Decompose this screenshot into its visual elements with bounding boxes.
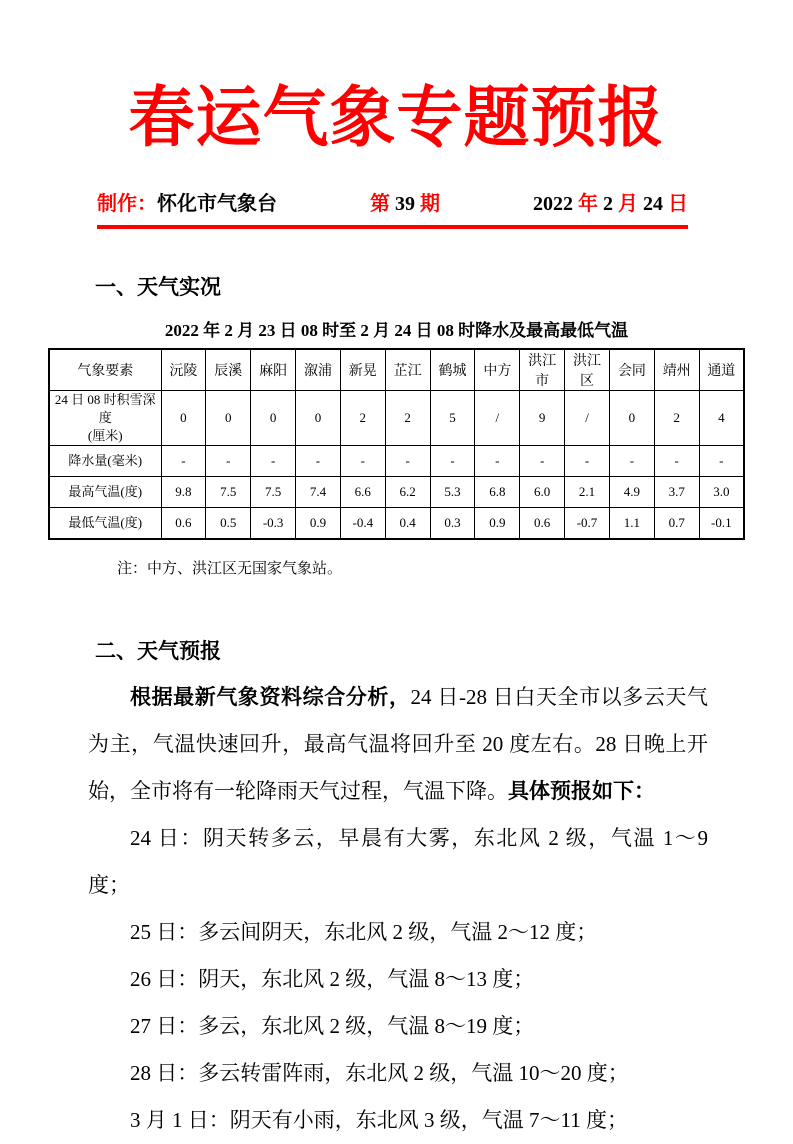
table-header-cell: 溆浦 bbox=[296, 349, 341, 391]
table-row-max-temp bbox=[49, 477, 744, 508]
table-header-cell: 洪江区 bbox=[565, 349, 610, 391]
date-month-unit: 月 bbox=[613, 192, 643, 215]
table-cell: -0.3 bbox=[251, 508, 296, 539]
table-header-cell: 辰溪 bbox=[206, 349, 251, 391]
table-cell: 0.9 bbox=[296, 508, 341, 539]
table-note: 注：中方、洪江区无国家气象站。 bbox=[117, 560, 343, 577]
section-1-heading: 一、天气实况 bbox=[95, 275, 221, 299]
issue-number: 39 bbox=[395, 192, 415, 215]
table-header-cell: 新晃 bbox=[340, 349, 385, 391]
forecast-line-day24: 24 日：阴天转多云，早晨有大雾，东北风 2 级，气温 1～9 度； bbox=[88, 825, 708, 897]
header-divider bbox=[97, 225, 688, 229]
table-cell: 7.5 bbox=[206, 477, 251, 508]
row-label: 最低气温(度) bbox=[49, 508, 161, 539]
table-cell: - bbox=[475, 446, 520, 477]
forecast-intro-tail: 具体预报如下： bbox=[508, 778, 655, 803]
table-cell: 0.4 bbox=[385, 508, 430, 539]
table-cell: - bbox=[430, 446, 475, 477]
forecast-line-day25: 25 日：多云间阴天，东北风 2 级，气温 2～12 度； bbox=[130, 919, 598, 944]
table-cell: 6.2 bbox=[385, 477, 430, 508]
table-row-precipitation bbox=[49, 446, 744, 477]
table-header-cell: 通道 bbox=[699, 349, 744, 391]
table-cell: 7.4 bbox=[296, 477, 341, 508]
table-cell: 0.3 bbox=[430, 508, 475, 539]
row-label bbox=[49, 390, 161, 446]
table-cell: 4 bbox=[699, 390, 744, 446]
forecast-line-day26: 26 日：阴天，东北风 2 级，气温 8～13 度； bbox=[130, 966, 535, 991]
table-header-cell: 会同 bbox=[609, 349, 654, 391]
table-cell: 4.9 bbox=[609, 477, 654, 508]
table-header-cell: 芷江 bbox=[385, 349, 430, 391]
table-cell: / bbox=[565, 390, 610, 446]
doc-meta-row bbox=[97, 187, 688, 216]
date-month: 2 bbox=[603, 192, 613, 215]
table-cell: 0 bbox=[296, 390, 341, 446]
table-cell: 0.7 bbox=[654, 508, 699, 539]
row-label-line2: (厘米) bbox=[87, 427, 123, 443]
issue-prefix: 第 bbox=[370, 192, 395, 215]
table-cell: - bbox=[609, 446, 654, 477]
date-year-unit: 年 bbox=[573, 192, 603, 215]
date-year: 2022 bbox=[533, 192, 573, 215]
table-cell: 0 bbox=[251, 390, 296, 446]
table-cell: 0 bbox=[161, 390, 206, 446]
issue-date bbox=[533, 187, 688, 216]
forecast-intro-text: 24 日-28 日白天全市以多云天气为主，气温快速回升，最高气温将回升至 20 度左右。28 日晚上开始，全市将有一轮降雨天气过程，气温下降。 bbox=[88, 684, 708, 803]
table-cell: -0.7 bbox=[565, 508, 610, 539]
forecast-intro bbox=[88, 674, 708, 815]
table-cell: - bbox=[520, 446, 565, 477]
table-cell: - bbox=[385, 446, 430, 477]
forecast-line-mar1: 3 月 1 日：阴天有小雨，东北风 3 级，气温 7～11 度； bbox=[130, 1107, 628, 1132]
table-cell: 9.8 bbox=[161, 477, 206, 508]
table-cell: 3.7 bbox=[654, 477, 699, 508]
forecast-body bbox=[88, 674, 708, 1144]
table-cell: 2.1 bbox=[565, 477, 610, 508]
table-header-cell: 沅陵 bbox=[161, 349, 206, 391]
table-cell: - bbox=[206, 446, 251, 477]
table-cell: - bbox=[251, 446, 296, 477]
producer-label: 制作： bbox=[97, 192, 157, 215]
table-cell: -0.4 bbox=[340, 508, 385, 539]
table-cell: 5.3 bbox=[430, 477, 475, 508]
producer-name: 怀化市气象台 bbox=[157, 192, 277, 215]
table-cell: 5 bbox=[430, 390, 475, 446]
table-cell: 2 bbox=[340, 390, 385, 446]
producer bbox=[97, 187, 277, 216]
table-header-row bbox=[49, 349, 744, 391]
table-header-cell: 鹤城 bbox=[430, 349, 475, 391]
table-cell: 2 bbox=[385, 390, 430, 446]
table-cell: - bbox=[161, 446, 206, 477]
issue-number-group bbox=[370, 187, 440, 216]
table-cell: 0.6 bbox=[161, 508, 206, 539]
row-label-line1: 24 日 08 时积雪深度 bbox=[54, 391, 156, 425]
table-cell: - bbox=[565, 446, 610, 477]
table-cell: 7.5 bbox=[251, 477, 296, 508]
row-label: 最高气温(度) bbox=[49, 477, 161, 508]
table-header-cell: 气象要素 bbox=[49, 349, 161, 391]
forecast-line-day28: 28 日：多云转雷阵雨，东北风 2 级，气温 10～20 度； bbox=[130, 1060, 629, 1085]
table-cell: 0 bbox=[206, 390, 251, 446]
table-cell: 6.6 bbox=[340, 477, 385, 508]
table-header-cell: 中方 bbox=[475, 349, 520, 391]
table-cell: - bbox=[654, 446, 699, 477]
table-cell: 1.1 bbox=[609, 508, 654, 539]
page-title: 春运气象专题预报 bbox=[128, 82, 665, 155]
table-cell: 0 bbox=[609, 390, 654, 446]
table-header-cell: 麻阳 bbox=[251, 349, 296, 391]
table-cell: 0.5 bbox=[206, 508, 251, 539]
weather-table bbox=[48, 348, 745, 540]
forecast-intro-lead: 根据最新气象资料综合分析， bbox=[130, 684, 411, 709]
table-cell: 6.8 bbox=[475, 477, 520, 508]
row-label: 降水量(毫米) bbox=[49, 446, 161, 477]
section-2-heading: 二、天气预报 bbox=[95, 639, 221, 663]
table-header-cell: 洪江市 bbox=[520, 349, 565, 391]
table-cell: - bbox=[699, 446, 744, 477]
table-cell: / bbox=[475, 390, 520, 446]
table-cell: -0.1 bbox=[699, 508, 744, 539]
table-header-cell: 靖州 bbox=[654, 349, 699, 391]
date-day: 24 bbox=[643, 192, 663, 215]
table-cell: 9 bbox=[520, 390, 565, 446]
table-cell: 6.0 bbox=[520, 477, 565, 508]
table-row-snow-depth bbox=[49, 390, 744, 446]
table-cell: 0.6 bbox=[520, 508, 565, 539]
table-cell: - bbox=[340, 446, 385, 477]
forecast-line-day27: 27 日：多云，东北风 2 级，气温 8～19 度； bbox=[130, 1013, 535, 1038]
date-day-unit: 日 bbox=[663, 192, 688, 215]
table-cell: 3.0 bbox=[699, 477, 744, 508]
table-cell: 0.9 bbox=[475, 508, 520, 539]
table-cell: - bbox=[296, 446, 341, 477]
issue-suffix: 期 bbox=[415, 192, 440, 215]
table-row-min-temp bbox=[49, 508, 744, 539]
weather-table-title: 2022 年 2 月 23 日 08 时至 2 月 24 日 08 时降水及最高最低气温 bbox=[164, 320, 629, 340]
table-cell: 2 bbox=[654, 390, 699, 446]
